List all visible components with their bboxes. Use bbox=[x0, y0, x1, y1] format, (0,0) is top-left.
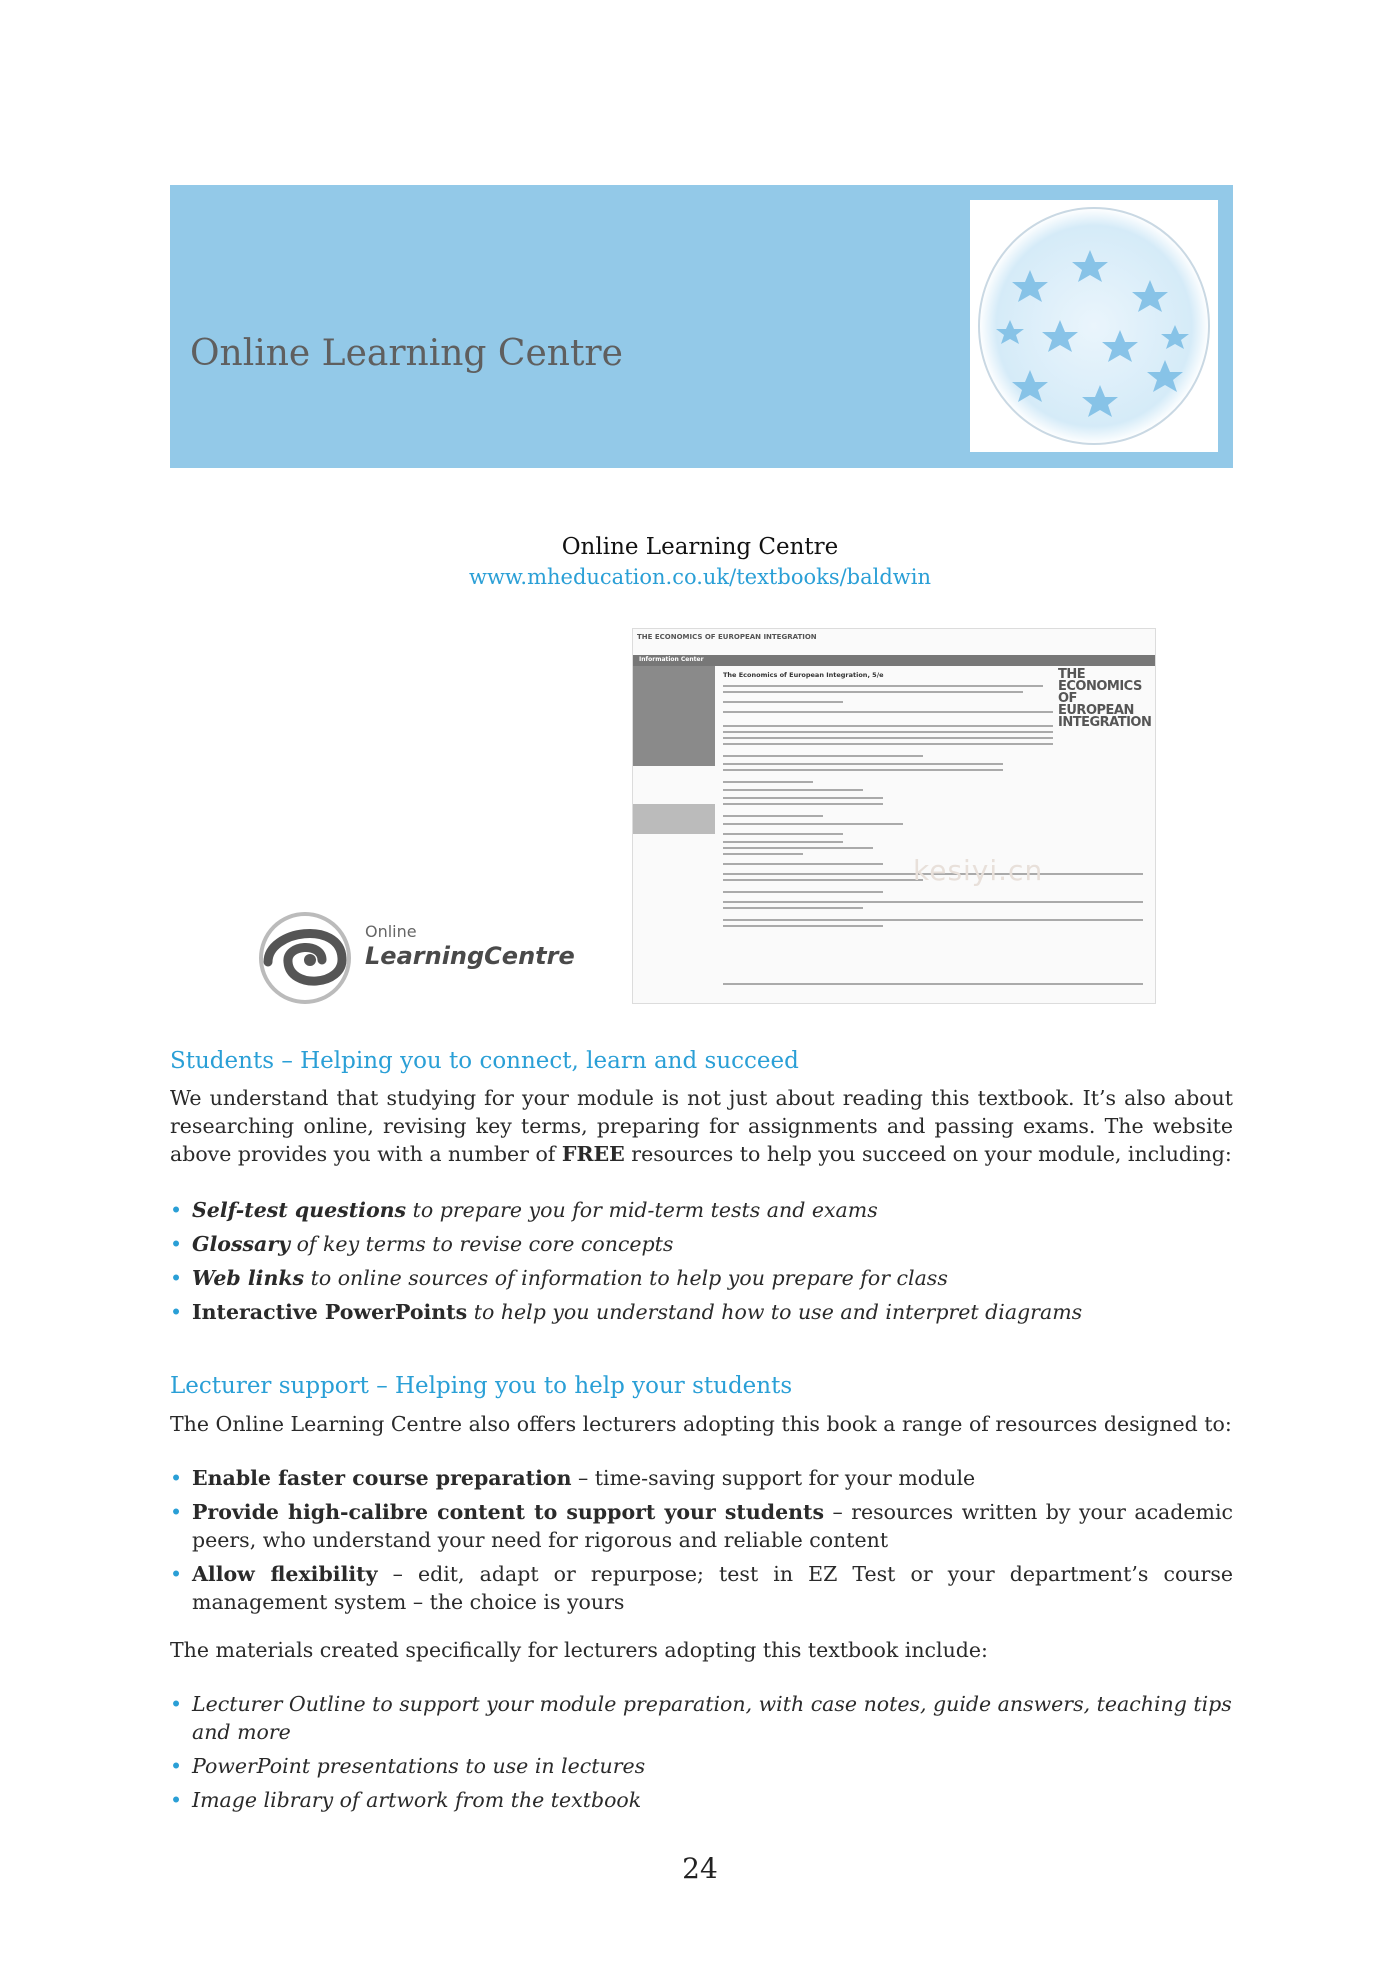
item-desc: PowerPoint presentations to use in lectures bbox=[192, 1754, 646, 1778]
bullet-icon: • bbox=[170, 1232, 183, 1256]
bullet-icon: • bbox=[170, 1754, 183, 1778]
screenshot-text-line bbox=[723, 925, 883, 927]
screenshot-text-line bbox=[723, 797, 883, 799]
item-desc: of key terms to revise core concepts bbox=[290, 1232, 674, 1256]
logo-text-online: Online bbox=[365, 922, 417, 941]
list-item bbox=[170, 1690, 1233, 1746]
screenshot-text-line bbox=[723, 691, 1023, 693]
bullet-icon: • bbox=[170, 1300, 183, 1324]
logo-text-learning-centre: LearningCentre bbox=[365, 942, 575, 970]
intro-text-end: resources to help you succeed on your module, including: bbox=[624, 1142, 1232, 1166]
screenshot-text-line bbox=[723, 763, 1003, 765]
list-item bbox=[170, 1786, 1233, 1814]
list-item bbox=[170, 1230, 1233, 1258]
header-banner bbox=[170, 185, 1233, 468]
screenshot-sidebar-links bbox=[633, 804, 715, 834]
bullet-icon: • bbox=[170, 1788, 183, 1812]
book-cover-thumbnail bbox=[1058, 667, 1152, 779]
list-item bbox=[170, 1498, 1233, 1554]
intro-text: We understand that studying for your module is not just about reading this textbook. It’s also about researching online, revising key terms, preparing for assignments and passing exams. The website above provides you with a number of bbox=[170, 1086, 1233, 1166]
screenshot-text-line bbox=[723, 879, 923, 881]
item-desc: to help you understand how to use and interpret diagrams bbox=[467, 1300, 1083, 1324]
materials-intro: The materials created specifically for lecturers adopting this textbook include: bbox=[170, 1638, 988, 1662]
cover-title-line: ECONOMICS bbox=[1058, 679, 1142, 694]
screenshot-text-line bbox=[723, 701, 843, 703]
spiral-logo-icon bbox=[250, 900, 360, 1010]
item-term: Provide high-calibre content to support your students bbox=[192, 1500, 825, 1524]
screenshot-text-line bbox=[723, 803, 883, 805]
olc-logo bbox=[250, 900, 575, 1010]
screenshot-text-line bbox=[723, 737, 1053, 739]
screenshot-text-line bbox=[723, 743, 1053, 745]
item-desc: to online sources of information to help you prepare for class bbox=[304, 1266, 948, 1290]
item-term: Allow flexibility bbox=[192, 1562, 378, 1586]
item-desc: to prepare you for mid-term tests and exams bbox=[406, 1198, 878, 1222]
students-resource-list bbox=[170, 1196, 1233, 1332]
screenshot-text-line bbox=[723, 769, 1003, 771]
bullet-icon: • bbox=[170, 1266, 183, 1290]
screenshot-text-line bbox=[723, 863, 883, 865]
olc-heading: Online Learning Centre bbox=[561, 534, 839, 560]
bullet-icon: • bbox=[170, 1500, 183, 1524]
list-item bbox=[170, 1752, 1233, 1780]
cover-title-line: THE bbox=[1058, 667, 1086, 682]
bullet-icon: • bbox=[170, 1198, 183, 1222]
screenshot-text-line bbox=[723, 983, 1143, 985]
lecturer-heading: Lecturer support – Helping you to help your students bbox=[170, 1373, 793, 1399]
bullet-icon: • bbox=[170, 1562, 183, 1586]
list-item bbox=[170, 1298, 1233, 1326]
intro-bold-free: FREE bbox=[561, 1142, 625, 1166]
screenshot-text-line bbox=[723, 711, 1053, 713]
item-desc: Image library of artwork from the textbook bbox=[192, 1788, 642, 1812]
screenshot-text-line bbox=[723, 755, 923, 757]
list-item bbox=[170, 1464, 1233, 1492]
students-heading: Students – Helping you to connect, learn and succeed bbox=[170, 1048, 799, 1074]
page-number: 24 bbox=[682, 1852, 718, 1885]
screenshot-text-line bbox=[723, 789, 863, 791]
item-desc: – resources written by your academic peers, who understand your need for rigorous and reliable content bbox=[192, 1500, 1234, 1552]
list-item bbox=[170, 1560, 1233, 1616]
banner-title: Online Learning Centre bbox=[190, 333, 623, 374]
screenshot-title: The Economics of European Integration, 5/e bbox=[723, 671, 884, 679]
item-term: Interactive PowerPoints bbox=[192, 1300, 468, 1324]
item-desc: – edit, adapt or repurpose; test in EZ Test or your department’s course management system – the choice is yours bbox=[192, 1562, 1233, 1614]
lecturer-benefit-list bbox=[170, 1464, 1233, 1622]
stars-globe-image bbox=[970, 200, 1218, 452]
screenshot-sidebar bbox=[633, 666, 715, 766]
item-desc: – time-saving support for your module bbox=[571, 1466, 976, 1490]
cover-title-line: OF EUROPEAN bbox=[1058, 691, 1134, 718]
screenshot-text-line bbox=[723, 853, 803, 855]
screenshot-text-line bbox=[723, 731, 1053, 733]
screenshot-text-line bbox=[723, 901, 1143, 903]
website-screenshot bbox=[632, 628, 1156, 1004]
olc-url-link[interactable]: www.mheducation.co.uk/textbooks/baldwin bbox=[468, 565, 932, 589]
students-intro bbox=[170, 1084, 1233, 1168]
screenshot-text-line bbox=[723, 847, 873, 849]
screenshot-text-line bbox=[723, 841, 843, 843]
screenshot-text-line bbox=[723, 833, 843, 835]
screenshot-text-line bbox=[723, 815, 823, 817]
screenshot-text-line bbox=[723, 725, 1053, 727]
screenshot-text-line bbox=[723, 891, 883, 893]
screenshot-header: THE ECONOMICS OF EUROPEAN INTEGRATION bbox=[637, 633, 817, 641]
item-term: Glossary bbox=[192, 1232, 291, 1256]
screenshot-text-line bbox=[723, 781, 813, 783]
screenshot-text-line bbox=[723, 907, 863, 909]
screenshot-watermark: kesiyi.cn bbox=[913, 854, 1044, 887]
list-item bbox=[170, 1196, 1233, 1224]
list-item bbox=[170, 1264, 1233, 1292]
screenshot-text-line bbox=[723, 823, 903, 825]
bullet-icon: • bbox=[170, 1466, 183, 1490]
item-term: Self-test questions bbox=[192, 1198, 407, 1222]
item-term: Web links bbox=[192, 1266, 305, 1290]
bullet-icon: • bbox=[170, 1692, 183, 1716]
cover-title-line: INTEGRATION bbox=[1058, 715, 1152, 730]
screenshot-bar-label: Information Center bbox=[639, 656, 704, 663]
screenshot-nav-bar bbox=[633, 655, 1155, 666]
screenshot-text-line bbox=[723, 919, 1143, 921]
item-term: Enable faster course preparation bbox=[192, 1466, 572, 1490]
item-desc: Lecturer Outline to support your module preparation, with case notes, guide answers, teaching tips and more bbox=[192, 1692, 1232, 1744]
lecturer-intro: The Online Learning Centre also offers lecturers adopting this book a range of resources designed to: bbox=[170, 1412, 1232, 1436]
screenshot-text-line bbox=[723, 685, 1043, 687]
lecturer-materials-list bbox=[170, 1690, 1233, 1820]
